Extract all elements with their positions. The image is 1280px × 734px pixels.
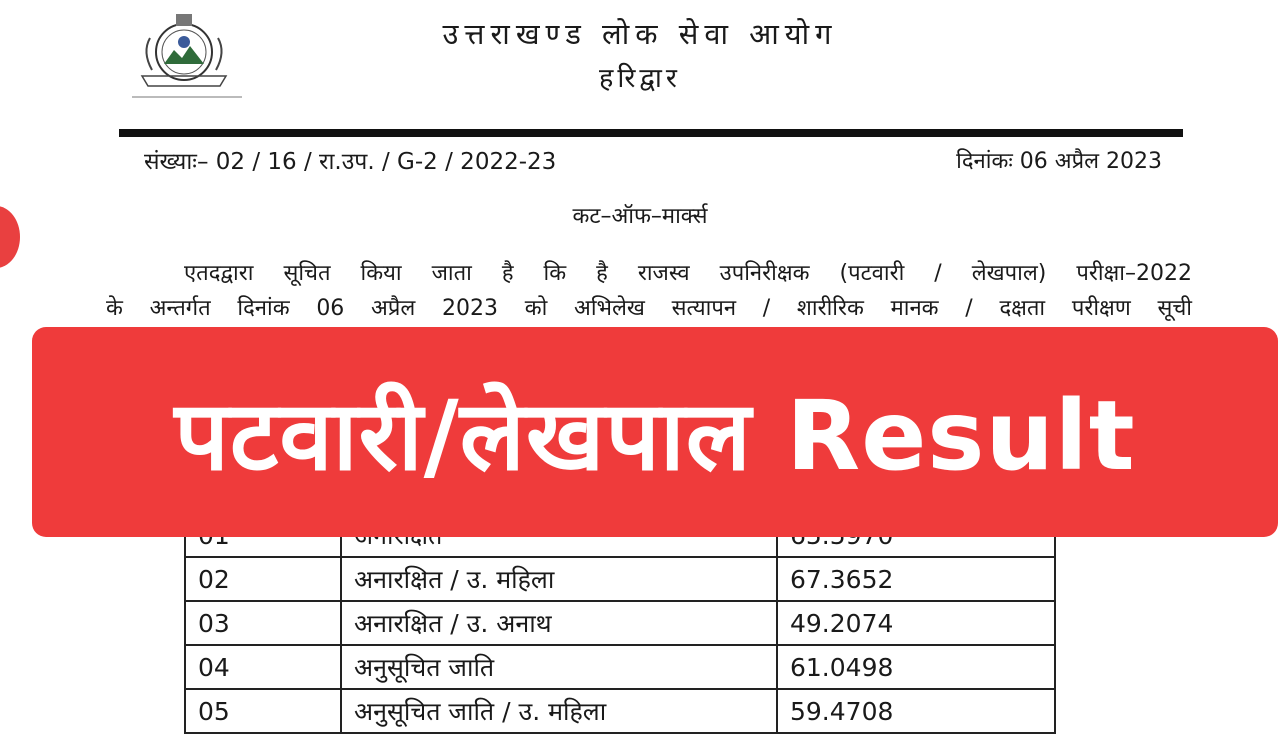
- row-marks: 49.2074: [777, 601, 1055, 645]
- table-row: [185, 645, 1055, 689]
- notice-line-2: के अन्तर्गत दिनांक 06 अप्रैल 2023 को अभिलेख सत्यापन / शारीरिक मानक / दक्षता परीक्षण सूची: [106, 296, 1192, 321]
- row-number: 05: [185, 689, 341, 733]
- table-row: [185, 601, 1055, 645]
- row-marks: 61.0498: [777, 645, 1055, 689]
- banner-title: पटवारी/लेखपाल Result: [174, 379, 1136, 492]
- reference-number: संख्याः– 02 / 16 / रा.उप. / G-2 / 2022-23: [144, 149, 557, 175]
- table-row: [185, 689, 1055, 733]
- row-number: 02: [185, 557, 341, 601]
- row-marks: 59.4708: [777, 689, 1055, 733]
- document-title: कट–ऑफ–मार्क्स: [572, 204, 708, 229]
- result-banner: [32, 327, 1278, 537]
- table-row: [185, 557, 1055, 601]
- row-number: 03: [185, 601, 341, 645]
- notice-line-1: एतदद्वारा सूचित किया जाता है कि है राजस्व उपनिरीक्षक (पटवारी / लेखपाल) परीक्षा–2022: [184, 261, 1192, 286]
- header-rule: [119, 129, 1183, 137]
- row-category: अनुसूचित जाति / उ. महिला: [341, 689, 777, 733]
- row-number: 04: [185, 645, 341, 689]
- row-category: अनारक्षित / उ. अनाथ: [341, 601, 777, 645]
- org-name: उत्तराखण्ड लोक सेवा आयोग: [442, 17, 838, 51]
- org-city: हरिद्वार: [599, 63, 681, 94]
- cutoff-table: [184, 512, 1056, 734]
- row-marks: 67.3652: [777, 557, 1055, 601]
- notice-date: दिनांकः 06 अप्रैल 2023: [956, 149, 1162, 174]
- row-category: अनुसूचित जाति: [341, 645, 777, 689]
- row-category: अनारक्षित / उ. महिला: [341, 557, 777, 601]
